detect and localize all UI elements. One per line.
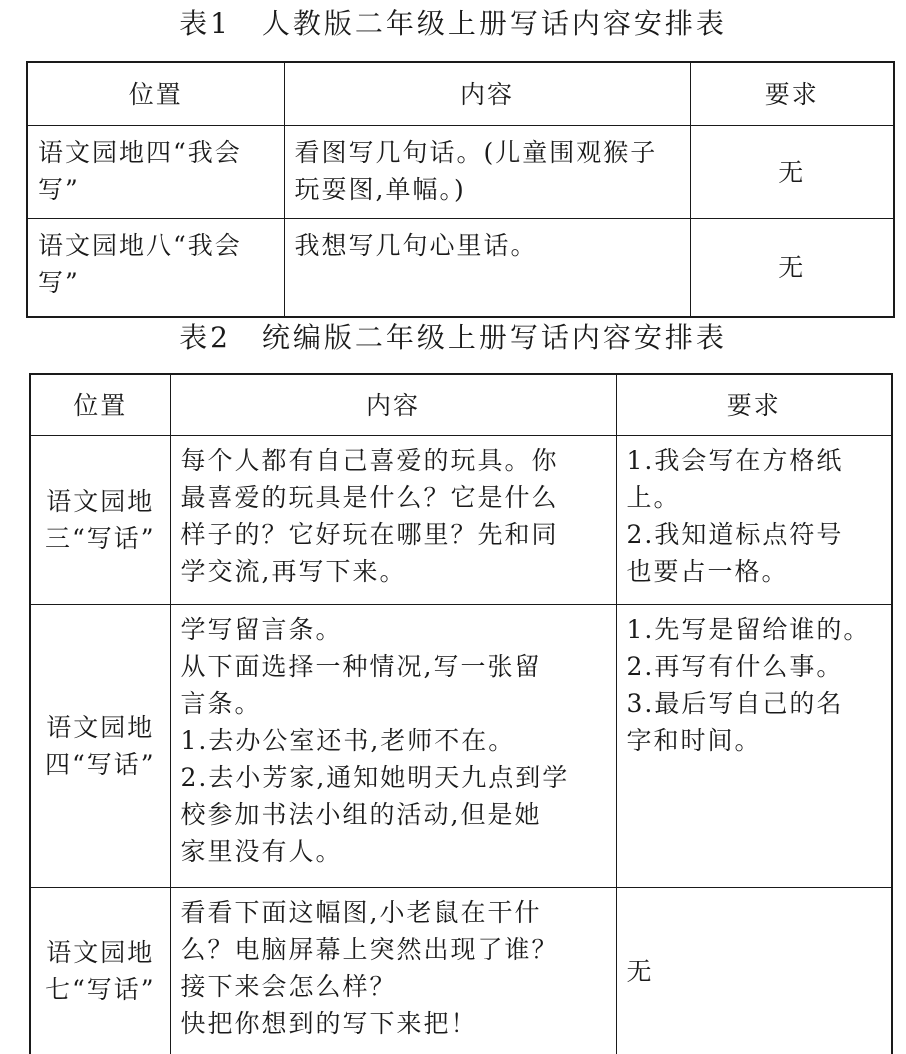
cell-line: 三“写话”	[37, 520, 164, 557]
cell-line: 1.我会写在方格纸	[627, 442, 882, 479]
cell-line: 1.去办公室还书,老师不在。	[181, 722, 606, 759]
cell-line: 家里没有人。	[181, 833, 606, 870]
cell-line: 3.最后写自己的名	[627, 685, 882, 722]
requirement-cell	[616, 888, 892, 1054]
cell-line: 1.先写是留给谁的。	[627, 611, 882, 648]
table2-header-row	[30, 374, 892, 436]
cell-line: 2.去小芳家,通知她明天九点到学	[181, 759, 606, 796]
content-cell	[170, 888, 616, 1054]
cell-line: 每个人都有自己喜爱的玩具。你	[181, 442, 606, 479]
cell-line: 言条。	[181, 685, 606, 722]
requirement-cell	[616, 605, 892, 888]
cell-line: 看图写几句话。(儿童围观猴子	[295, 134, 680, 171]
location-cell	[27, 126, 284, 219]
table-row	[30, 605, 892, 888]
location-cell	[30, 605, 170, 888]
cell-line: 校参加书法小组的活动,但是她	[181, 796, 606, 833]
cell-line: 么？电脑屏幕上突然出现了谁？	[181, 931, 606, 968]
column-header-requirement: 要求	[616, 374, 892, 436]
cell-line: 玩耍图,单幅。)	[295, 171, 680, 208]
cell-line: 接下来会怎么样？	[181, 968, 606, 1005]
cell-line: 语文园地	[37, 934, 164, 971]
location-cell	[30, 888, 170, 1054]
cell-line: 最喜爱的玩具是什么？它是什么	[181, 479, 606, 516]
table1	[26, 61, 895, 318]
cell-line: 也要占一格。	[627, 553, 882, 590]
requirement-cell	[616, 436, 892, 605]
content-cell	[284, 126, 690, 219]
location-cell	[30, 436, 170, 605]
cell-line: 学交流,再写下来。	[181, 553, 606, 590]
cell-line: 写”	[38, 171, 274, 208]
cell-line: 上。	[627, 479, 882, 516]
cell-line: 无	[627, 953, 882, 990]
table1-header-row	[27, 62, 894, 126]
table-row	[27, 126, 894, 219]
cell-line: 语文园地	[37, 709, 164, 746]
content-cell	[170, 436, 616, 605]
cell-line: 看看下面这幅图,小老鼠在干什	[181, 894, 606, 931]
cell-line: 2.再写有什么事。	[627, 648, 882, 685]
table1-caption: 表1 人教版二年级上册写话内容安排表	[0, 4, 906, 44]
cell-line: 2.我知道标点符号	[627, 516, 882, 553]
content-cell	[284, 219, 690, 318]
cell-line: 语文园地八“我会	[38, 227, 274, 264]
cell-line: 样子的？它好玩在哪里？先和同	[181, 516, 606, 553]
column-header-location: 位置	[30, 374, 170, 436]
cell-line: 字和时间。	[627, 722, 882, 759]
cell-line: 学写留言条。	[181, 611, 606, 648]
requirement-cell: 无	[690, 126, 894, 219]
cell-line: 快把你想到的写下来把！	[181, 1005, 606, 1042]
table2-caption: 表2 统编版二年级上册写话内容安排表	[0, 318, 906, 358]
table2	[29, 373, 893, 1054]
cell-line: 语文园地	[37, 483, 164, 520]
table-row	[27, 219, 894, 318]
cell-line: 写”	[38, 264, 274, 301]
column-header-location: 位置	[27, 62, 284, 126]
cell-line: 七“写话”	[37, 971, 164, 1008]
cell-line: 从下面选择一种情况,写一张留	[181, 648, 606, 685]
cell-line: 四“写话”	[37, 746, 164, 783]
table-row	[30, 436, 892, 605]
cell-line: 我想写几句心里话。	[295, 227, 680, 264]
table-row	[30, 888, 892, 1054]
requirement-cell: 无	[690, 219, 894, 318]
cell-line: 语文园地四“我会	[38, 134, 274, 171]
column-header-requirement: 要求	[690, 62, 894, 126]
column-header-content: 内容	[170, 374, 616, 436]
location-cell	[27, 219, 284, 318]
column-header-content: 内容	[284, 62, 690, 126]
content-cell	[170, 605, 616, 888]
